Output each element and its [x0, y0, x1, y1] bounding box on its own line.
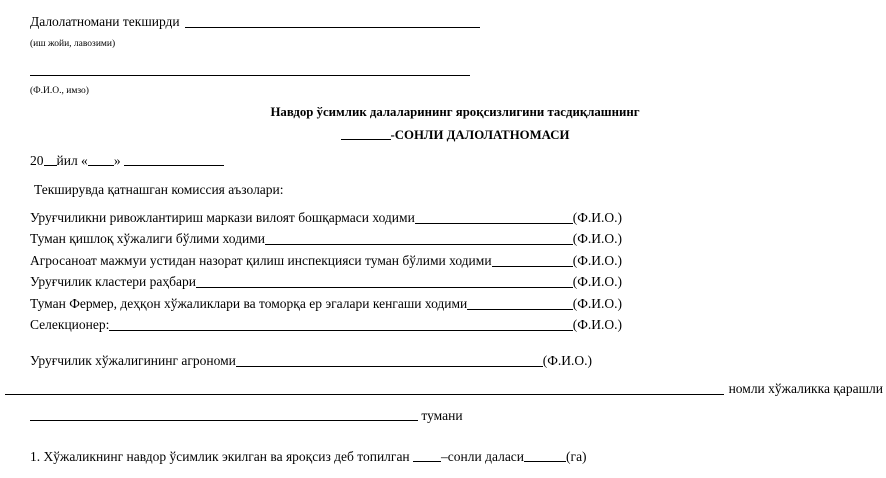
- member-label: Туман Фермер, деҳқон хўжаликлари ва томорқа ер эгалари кенгаши ходими: [30, 295, 468, 311]
- item1-middle: –сонли даласи: [441, 449, 525, 464]
- farm-name-suffix: номли хўжаликка қарашли: [728, 381, 883, 396]
- district-suffix: тумани: [421, 408, 463, 423]
- farm-name-blank-line: [5, 394, 724, 395]
- day-blank-line: [88, 153, 114, 166]
- commission-member-row: [30, 269, 622, 291]
- member-name-blank-line: [492, 266, 573, 267]
- month-blank-line: [124, 153, 224, 166]
- commission-heading: Текширувда қатнашган комиссия аъзолари:: [34, 182, 284, 197]
- member-label: Уруғчилик кластери раҳбари: [30, 274, 196, 289]
- member-name-blank-line: [196, 287, 573, 288]
- item1-prefix: 1. Хўжаликнинг навдор ўсимлик экилган ва яроқсиз деб топилган: [30, 449, 410, 464]
- year-blank-line: [44, 153, 57, 166]
- title-line-2-text: -СОНЛИ ДАЛОЛАТНОМАСИ: [390, 128, 570, 142]
- hint-position: (иш жойи, лавозими): [30, 39, 116, 49]
- document-title: [30, 105, 880, 143]
- title-line-1: Навдор ўсимлик далаларининг яроқсизлигини тасдиқлашнинг: [270, 105, 640, 119]
- field-area-blank-line: [524, 449, 566, 462]
- member-name-blank-line: [467, 309, 572, 310]
- signature-line-row: [30, 62, 880, 79]
- member-label: Туман қишлоқ хўжалиги бўлими ходими: [30, 231, 266, 246]
- member-label: Уруғчиликни ривожлантириш маркази вилоят бошқармаси ходими: [30, 209, 415, 225]
- farm-name-row: [5, 381, 883, 397]
- title-line-2: [30, 126, 880, 143]
- commission-member-list: [30, 204, 622, 333]
- hint-signature: (Ф.И.О., имзо): [30, 86, 89, 96]
- item1-row: [30, 448, 880, 465]
- quote-close: »: [113, 153, 121, 168]
- checked-by-row: [30, 14, 480, 30]
- commission-member-row: [30, 226, 622, 248]
- act-number-blank-line: [341, 127, 391, 140]
- fio-label: (Ф.И.О.): [572, 317, 622, 332]
- field-number-blank-line: [413, 449, 441, 462]
- member-label: Агросаноат мажмуи устидан назорат қилиш инспекцияси туман бўлими ходими: [30, 252, 492, 268]
- member-name-blank-line: [109, 330, 572, 331]
- checked-by-blank-line: [185, 27, 480, 28]
- signature-blank-line: [30, 63, 470, 76]
- commission-member-row: [30, 204, 622, 226]
- commission-member-row: [30, 312, 622, 334]
- fio-label: (Ф.И.О.): [572, 274, 622, 289]
- district-blank-line: [30, 408, 418, 421]
- date-row: [30, 152, 880, 169]
- district-row: [30, 407, 880, 424]
- fio-label: (Ф.И.О.): [572, 231, 622, 246]
- fio-label: (Ф.И.О.): [542, 353, 592, 368]
- item1-unit: (га): [566, 449, 587, 464]
- agronomist-row: [30, 353, 592, 369]
- checked-by-label: Далолатномани текширди: [30, 14, 180, 29]
- fio-label: (Ф.И.О.): [572, 252, 622, 268]
- commission-member-row: [30, 290, 622, 312]
- agronomist-name-blank-line: [236, 366, 543, 367]
- commission-member-row: [30, 247, 622, 269]
- fio-label: (Ф.И.О.): [572, 209, 622, 225]
- fio-label: (Ф.И.О.): [572, 295, 622, 311]
- member-name-blank-line: [265, 244, 573, 245]
- member-name-blank-line: [415, 223, 573, 224]
- member-label: Селекционер:: [30, 317, 110, 332]
- agronomist-label: Уруғчилик хўжалигининг агрономи: [30, 353, 236, 368]
- year-word: йил «: [56, 153, 88, 168]
- year-prefix: 20: [30, 153, 44, 168]
